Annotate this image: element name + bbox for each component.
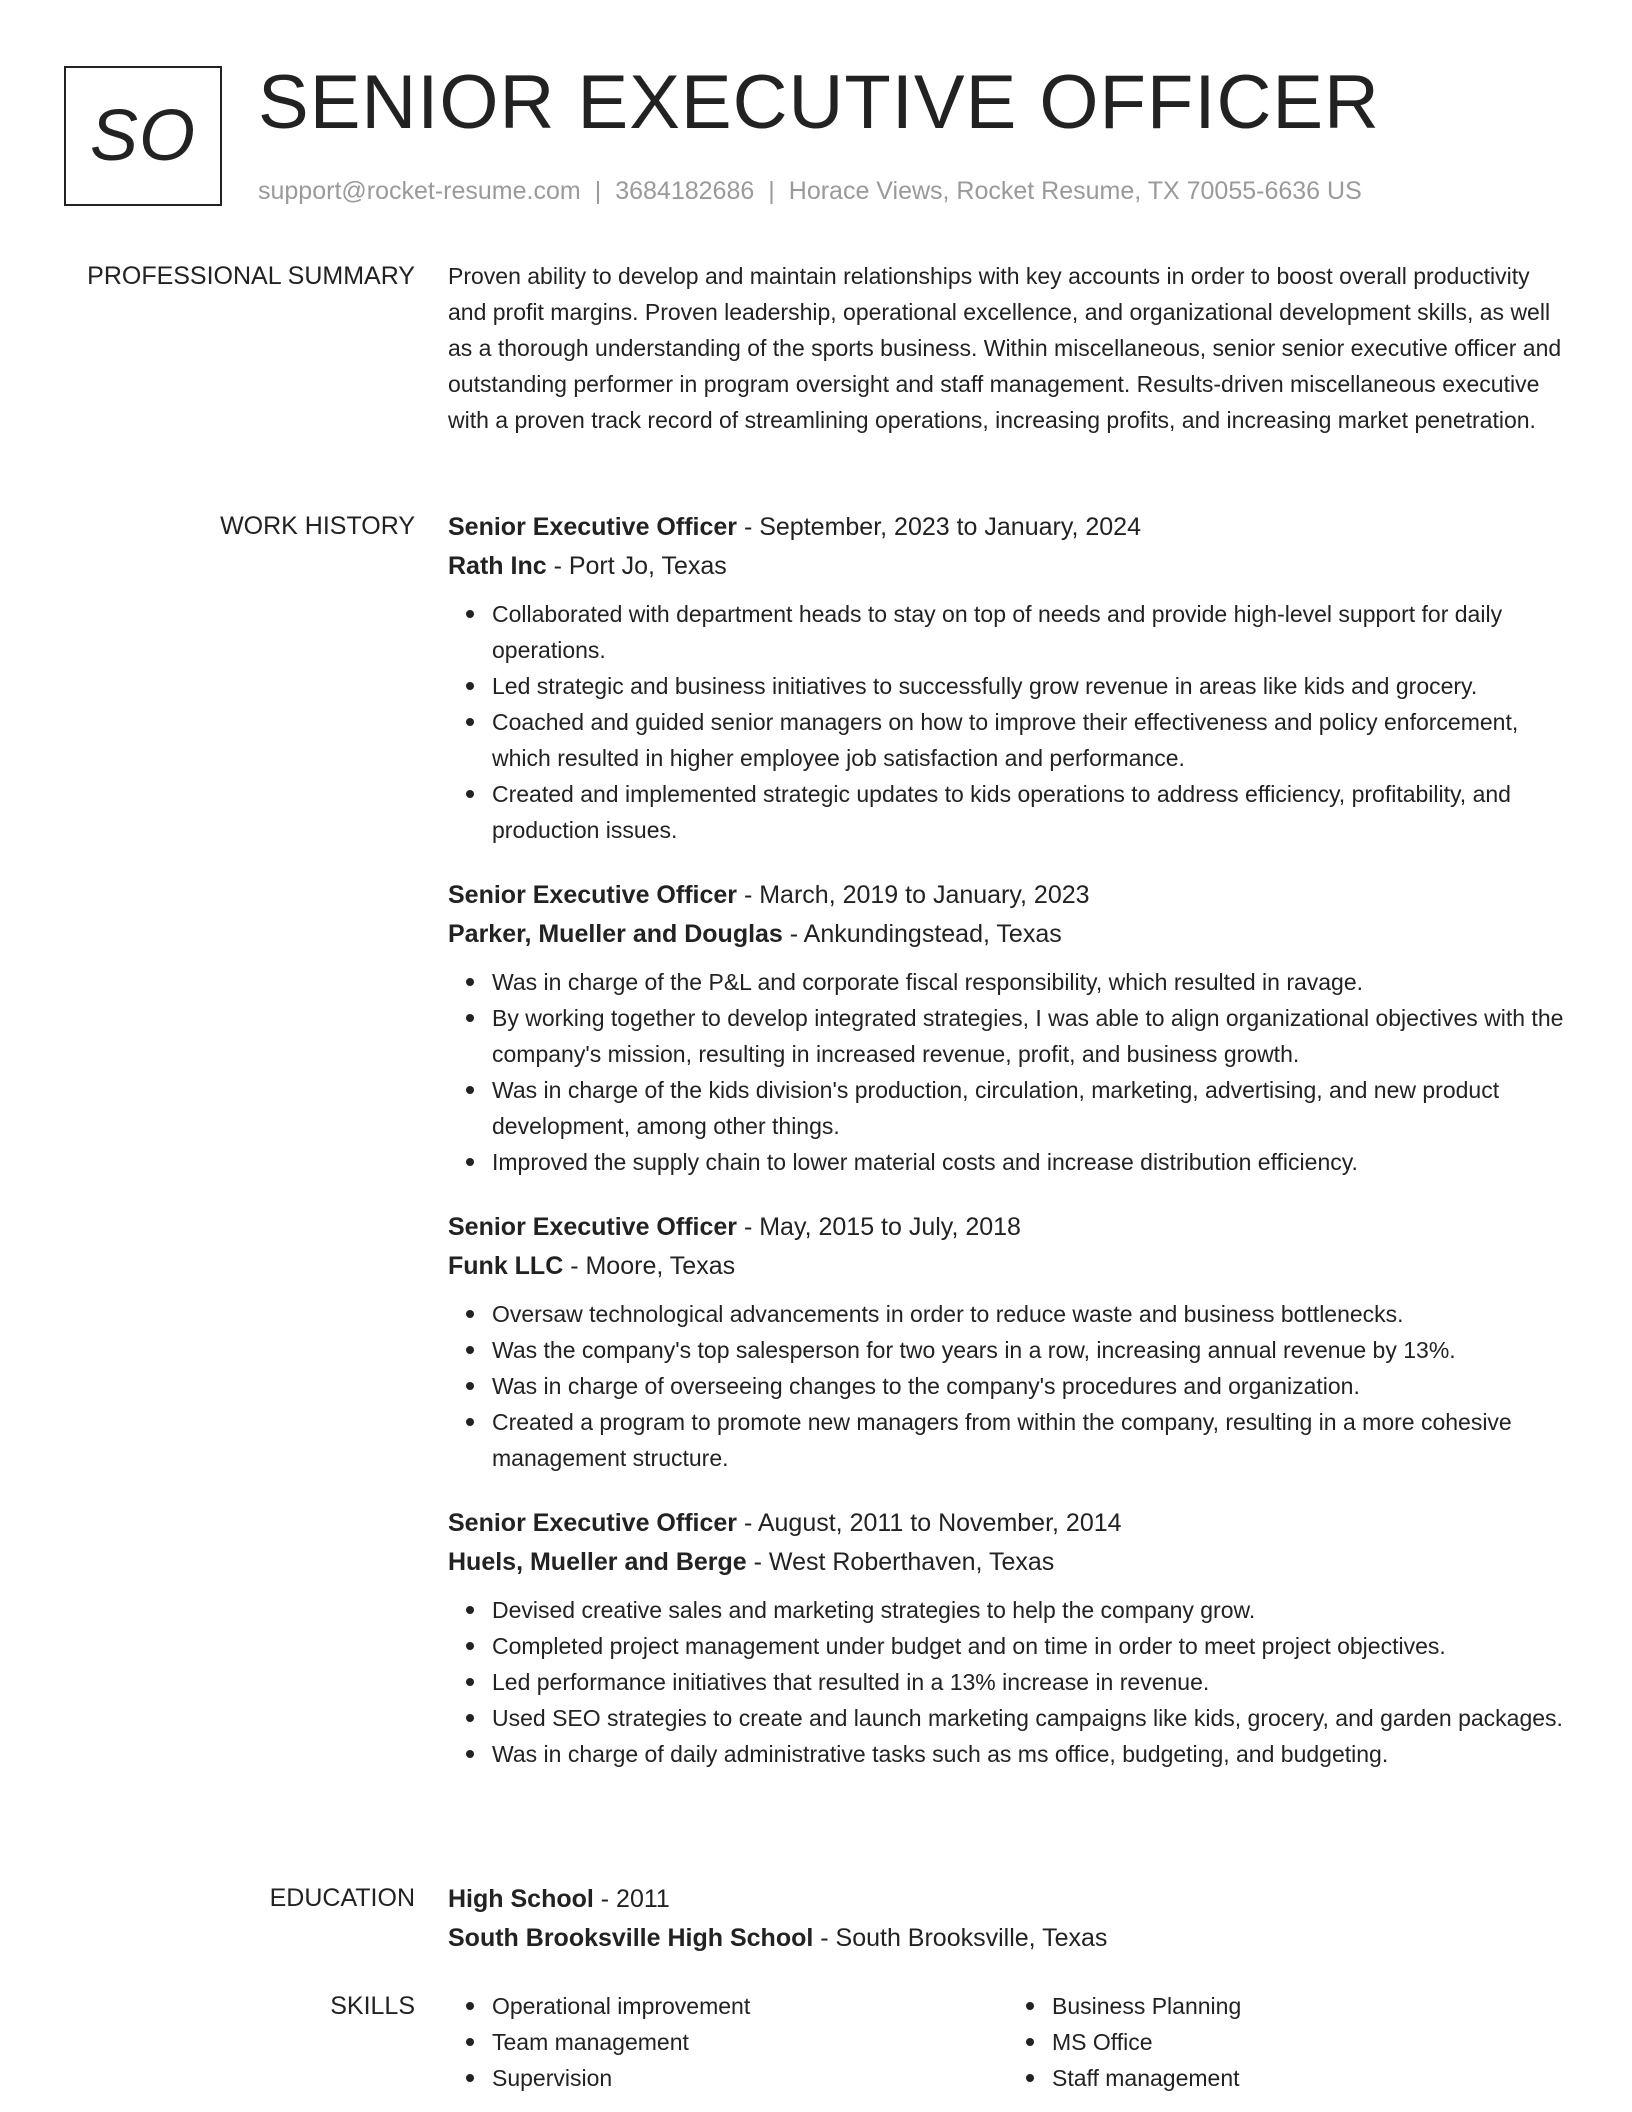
skills-column-right [1008, 1988, 1568, 2096]
job-dates: - August, 2011 to November, 2014 [737, 1509, 1122, 1537]
bullet-text: Was in charge of the P&L and corporate fiscal responsibility, which resulted in ravage. [492, 969, 1364, 995]
skill-text: Business Planning [1052, 1993, 1242, 2019]
bullet-item [492, 776, 1568, 848]
bullet-dot-icon [1026, 2038, 1034, 2046]
bullet-dot-icon [466, 2038, 474, 2046]
education-heading: EDUCATION [269, 1884, 415, 1912]
job-location: - Ankundingstead, Texas [782, 920, 1062, 948]
skill-text: MS Office [1052, 2029, 1153, 2055]
education-degree: High School [448, 1885, 594, 1913]
bullet-dot-icon [466, 2074, 474, 2082]
bullet-text: Led performance initiatives that resulted in a 13% increase in revenue. [492, 1669, 1210, 1695]
job-company: Funk LLC [448, 1252, 564, 1280]
bullet-text: Was the company's top salesperson for two years in a row, increasing annual revenue by 13%. [492, 1337, 1456, 1363]
education-location: - South Brooksville, Texas [813, 1924, 1108, 1952]
job-bullets [448, 596, 1568, 848]
job-title-line [448, 508, 1568, 547]
education-school: South Brooksville High School [448, 1924, 814, 1952]
bullet-dot-icon [466, 1418, 474, 1426]
bullet-text: Was in charge of the kids division's production, circulation, marketing, advertising, and new product development, among other things. [492, 1077, 1500, 1139]
bullet-text: Created a program to promote new managers from within the company, resulting in a more cohesive management structure. [492, 1409, 1512, 1471]
contact-line [258, 174, 1362, 208]
job-bullets [448, 1296, 1568, 1476]
bullet-text: Improved the supply chain to lower material costs and increase distribution efficiency. [492, 1149, 1358, 1175]
bullet-item [492, 1592, 1568, 1628]
bullet-text: By working together to develop integrated strategies, I was able to align organizational objectives with the company's mission, resulting in increased revenue, profit, and business growth. [492, 1005, 1564, 1067]
resume-title: SENIOR EXECUTIVE OFFICER [258, 60, 1380, 145]
bullet-dot-icon [1026, 2002, 1034, 2010]
contact-separator: | [594, 177, 602, 205]
bullet-item [492, 1368, 1568, 1404]
job-company: Parker, Mueller and Douglas [448, 920, 783, 948]
skill-item [492, 2060, 1008, 2096]
education-school-line [448, 1919, 1568, 1958]
job-company: Rath Inc [448, 552, 547, 580]
bullet-dot-icon [466, 1382, 474, 1390]
bullet-item [492, 964, 1568, 1000]
bullet-text: Used SEO strategies to create and launch marketing campaigns like kids, grocery, and garden packages. [492, 1705, 1563, 1731]
bullet-dot-icon [466, 790, 474, 798]
job-title: Senior Executive Officer [448, 1509, 738, 1537]
job-company-line [448, 915, 1568, 954]
job-company: Huels, Mueller and Berge [448, 1548, 747, 1576]
bullet-dot-icon [466, 1678, 474, 1686]
skill-item [492, 1988, 1008, 2024]
bullet-item [492, 1664, 1568, 1700]
bullet-text: Coached and guided senior managers on how to improve their effectiveness and policy enforcement, which resulted in higher employee job satisfaction and performance. [492, 709, 1519, 771]
bullet-dot-icon [466, 718, 474, 726]
bullet-item [492, 1072, 1568, 1144]
work-history-heading: WORK HISTORY [220, 512, 415, 540]
skills-column-left [448, 1988, 1008, 2096]
skill-text: Team management [492, 2029, 689, 2055]
bullet-text: Collaborated with department heads to stay on top of needs and provide high-level support for daily operations. [492, 601, 1503, 663]
bullet-dot-icon [466, 1346, 474, 1354]
bullet-dot-icon [466, 610, 474, 618]
job-title: Senior Executive Officer [448, 1213, 738, 1241]
monogram-badge: SO [64, 66, 222, 206]
job-bullets [448, 1592, 1568, 1772]
bullet-text: Led strategic and business initiatives to successfully grow revenue in areas like kids and grocery. [492, 673, 1478, 699]
bullet-item [492, 1000, 1568, 1072]
job-dates: - March, 2019 to January, 2023 [737, 881, 1090, 909]
skill-item [1052, 1988, 1568, 2024]
job-bullets [448, 964, 1568, 1180]
job-dates: - September, 2023 to January, 2024 [737, 513, 1141, 541]
summary-heading: PROFESSIONAL SUMMARY [87, 262, 415, 290]
bullet-text: Devised creative sales and marketing strategies to help the company grow. [492, 1597, 1256, 1623]
job-title: Senior Executive Officer [448, 881, 738, 909]
bullet-dot-icon [1026, 2074, 1034, 2082]
bullet-dot-icon [466, 682, 474, 690]
work-history-list [448, 508, 1568, 1800]
job-dates: - May, 2015 to July, 2018 [737, 1213, 1021, 1241]
bullet-text: Was in charge of daily administrative tasks such as ms office, budgeting, and budgeting. [492, 1741, 1389, 1767]
bullet-dot-icon [466, 1606, 474, 1614]
skill-text: Supervision [492, 2065, 613, 2091]
bullet-dot-icon [466, 1014, 474, 1022]
job-company-line [448, 547, 1568, 586]
contact-email: support@rocket-resume.com [258, 177, 581, 205]
skill-text: Operational improvement [492, 1993, 751, 2019]
summary-text: Proven ability to develop and maintain relationships with key accounts in order to boost overall productivity and profit margins. Proven leadership, operational excellence, and organizational development skills, as well as a thorough understanding of the sports business. Within miscellaneous, senior senior executive officer and outstanding performer in program oversight and staff management. Results-driven miscellaneous executive with a proven track record of streamlining operations, increasing profits, and increasing market penetration. [448, 263, 1562, 433]
bullet-dot-icon [466, 1310, 474, 1318]
education-year: - 2011 [593, 1885, 670, 1913]
job-title-line [448, 876, 1568, 915]
job-entry [448, 1504, 1568, 1772]
bullet-text: Oversaw technological advancements in order to reduce waste and business bottlenecks. [492, 1301, 1404, 1327]
bullet-item [492, 668, 1568, 704]
education-degree-line [448, 1880, 1568, 1919]
bullet-dot-icon [466, 1750, 474, 1758]
skill-item [492, 2024, 1008, 2060]
bullet-item [492, 596, 1568, 668]
job-title: Senior Executive Officer [448, 513, 738, 541]
bullet-item [492, 1296, 1568, 1332]
skill-item [1052, 2060, 1568, 2096]
skills-heading: SKILLS [330, 1992, 415, 2020]
skill-item [1052, 2024, 1568, 2060]
bullet-dot-icon [466, 1158, 474, 1166]
job-company-line [448, 1247, 1568, 1286]
bullet-item [492, 1700, 1568, 1736]
job-entry [448, 876, 1568, 1180]
job-location: - West Roberthaven, Texas [746, 1548, 1055, 1576]
bullet-item [492, 1736, 1568, 1772]
job-entry [448, 1208, 1568, 1476]
bullet-text: Created and implemented strategic updates to kids operations to address efficiency, profitability, and production issues. [492, 781, 1511, 843]
bullet-item [492, 1628, 1568, 1664]
contact-separator: | [768, 177, 775, 205]
job-title-line [448, 1208, 1568, 1247]
skills-grid [448, 1988, 1568, 2096]
bullet-item [492, 1332, 1568, 1368]
bullet-dot-icon [466, 1086, 474, 1094]
bullet-dot-icon [466, 2002, 474, 2010]
contact-phone: 3684182686 [615, 177, 755, 205]
bullet-dot-icon [466, 1642, 474, 1650]
skill-text: Staff management [1052, 2065, 1240, 2091]
bullet-item [492, 1404, 1568, 1476]
bullet-dot-icon [466, 1714, 474, 1722]
bullet-dot-icon [466, 978, 474, 986]
job-company-line [448, 1543, 1568, 1582]
job-entry [448, 508, 1568, 848]
job-title-line [448, 1504, 1568, 1543]
bullet-text: Completed project management under budget and on time in order to meet project objectives. [492, 1633, 1446, 1659]
bullet-item [492, 704, 1568, 776]
bullet-text: Was in charge of overseeing changes to the company's procedures and organization. [492, 1373, 1360, 1399]
contact-address: Horace Views, Rocket Resume, TX 70055-6636 US [788, 177, 1362, 205]
bullet-item [492, 1144, 1568, 1180]
job-location: - Port Jo, Texas [546, 552, 727, 580]
job-location: - Moore, Texas [563, 1252, 736, 1280]
